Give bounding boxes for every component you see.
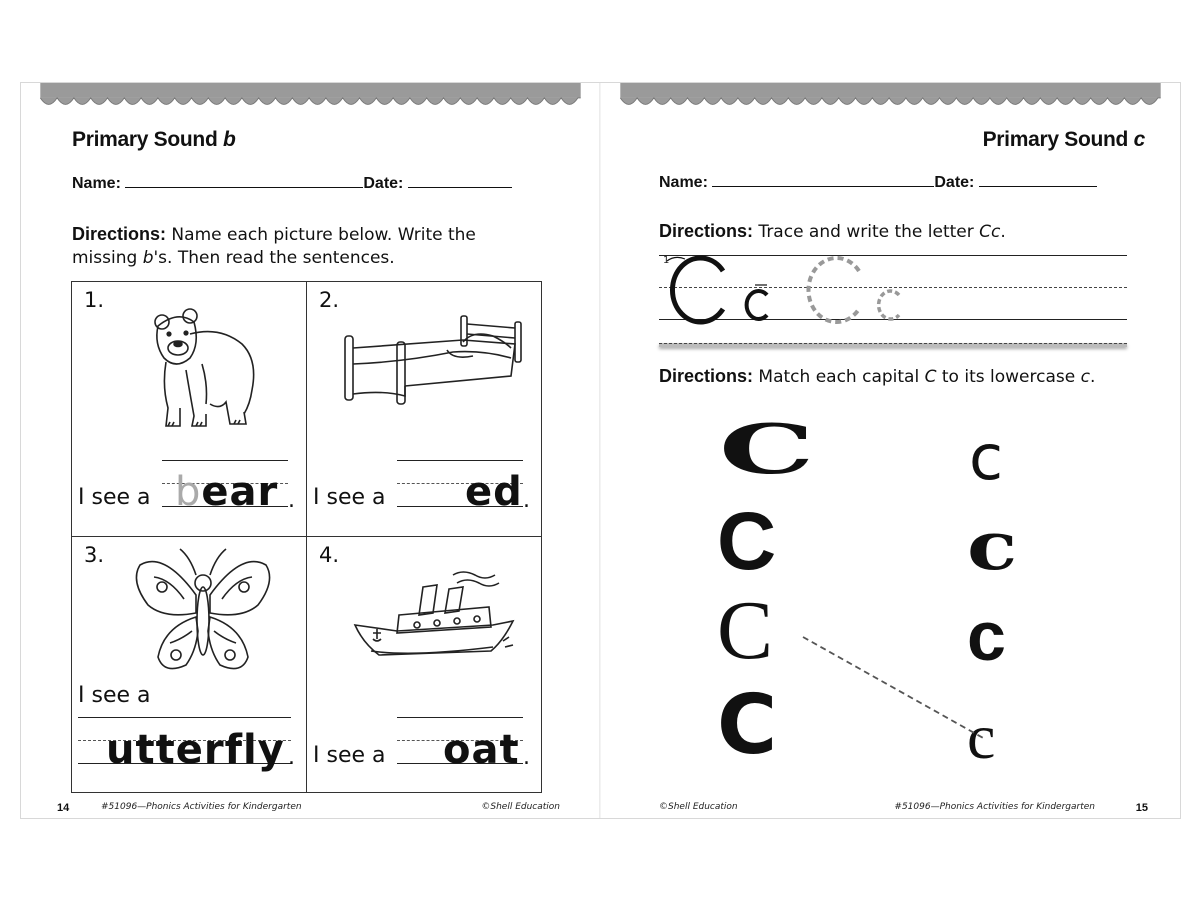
answer-word: utterfly xyxy=(106,727,285,773)
directions-text-2: missing xyxy=(72,248,143,268)
period: . xyxy=(523,745,530,770)
capital-c-3[interactable]: C xyxy=(717,584,774,677)
title-letter: b xyxy=(223,128,236,151)
period: . xyxy=(523,488,530,513)
directions-end: . xyxy=(1089,367,1096,387)
word-ending: ear xyxy=(201,469,279,515)
cell-bed xyxy=(307,282,541,536)
directions-label: Directions: xyxy=(659,221,754,241)
lowercase-c-3[interactable]: c xyxy=(967,597,1006,675)
book-spread xyxy=(21,83,1180,818)
trace-letters xyxy=(663,251,923,327)
footer-publisher: ©Shell Education xyxy=(481,802,560,812)
page-title xyxy=(72,128,236,152)
directions-match xyxy=(659,365,1095,389)
name-date-row xyxy=(72,173,512,193)
footer-publisher: ©Shell Education xyxy=(659,802,738,812)
directions-text: Match each capital xyxy=(753,367,925,387)
cell-butterfly xyxy=(72,537,306,791)
cell-number: 4. xyxy=(319,543,340,567)
footer-book-title: #51096—Phonics Activities for Kindergarten xyxy=(894,802,1095,812)
title-text: Primary Sound xyxy=(982,128,1134,151)
boat-picture xyxy=(353,567,521,667)
period: . xyxy=(288,488,295,513)
directions-label: Directions: xyxy=(72,224,167,244)
left-page xyxy=(21,83,600,818)
capital-c-1[interactable]: C xyxy=(719,409,815,489)
example-match-line xyxy=(801,633,991,743)
tracing-area xyxy=(659,255,1127,353)
butterfly-picture xyxy=(134,547,272,677)
cell-number: 2. xyxy=(319,288,340,312)
footer-book-title: #51096—Phonics Activities for Kindergarten xyxy=(101,802,302,812)
directions-italic: Cc xyxy=(979,222,1001,242)
title-text: Primary Sound xyxy=(72,128,224,151)
sentence-prompt: I see a xyxy=(78,683,151,708)
name-label: Name: xyxy=(659,174,708,191)
capital-c-4[interactable]: C xyxy=(717,678,778,773)
date-field[interactable] xyxy=(408,173,512,188)
name-date-row xyxy=(659,172,1097,192)
cell-bear xyxy=(72,282,306,536)
right-page xyxy=(601,83,1180,818)
sentence-prompt: I see a xyxy=(78,485,151,510)
directions-italic-2: c xyxy=(1080,367,1090,387)
lowercase-c-2[interactable]: c xyxy=(967,507,1018,585)
directions-label: Directions: xyxy=(659,366,754,386)
traced-letter: b xyxy=(175,469,202,515)
scalloped-border xyxy=(601,83,1180,111)
date-label: Date: xyxy=(934,174,975,191)
name-field[interactable] xyxy=(125,173,363,188)
cell-number: 1. xyxy=(84,288,105,312)
directions-text-2: to its lowercase xyxy=(936,367,1081,387)
directions-end: . xyxy=(1000,222,1006,242)
directions-text-3: 's. Then read the sentences. xyxy=(153,248,395,268)
lowercase-c-4[interactable]: c xyxy=(967,701,996,772)
page-number: 14 xyxy=(57,802,70,814)
answer-word xyxy=(175,469,279,515)
title-letter: c xyxy=(1133,128,1145,151)
directions-trace xyxy=(659,220,1006,244)
scalloped-border xyxy=(21,83,600,111)
period: . xyxy=(288,745,295,770)
page-title xyxy=(983,128,1145,152)
picture-grid xyxy=(71,281,542,793)
directions-italic: b xyxy=(142,248,154,268)
directions-italic: C xyxy=(924,367,937,387)
sentence-prompt: I see a xyxy=(313,743,386,768)
bed-picture xyxy=(343,314,525,406)
name-label: Name: xyxy=(72,175,121,192)
directions-text: Name each picture below. Write the xyxy=(166,225,476,245)
bear-picture xyxy=(150,304,262,432)
stroke-number: 1 xyxy=(663,255,670,266)
answer-word: ed xyxy=(465,469,523,515)
date-field[interactable] xyxy=(979,172,1097,187)
lowercase-c-1[interactable]: c xyxy=(969,421,1004,494)
name-field[interactable] xyxy=(712,172,934,187)
directions-text: Trace and write the letter xyxy=(753,222,980,242)
cell-number: 3. xyxy=(84,543,105,567)
directions xyxy=(72,223,476,270)
cell-boat xyxy=(307,537,541,791)
sentence-prompt: I see a xyxy=(313,485,386,510)
page-number: 15 xyxy=(1135,802,1148,814)
date-label: Date: xyxy=(363,175,404,192)
capital-c-2[interactable]: C xyxy=(717,496,777,587)
answer-word: oat xyxy=(443,727,520,773)
